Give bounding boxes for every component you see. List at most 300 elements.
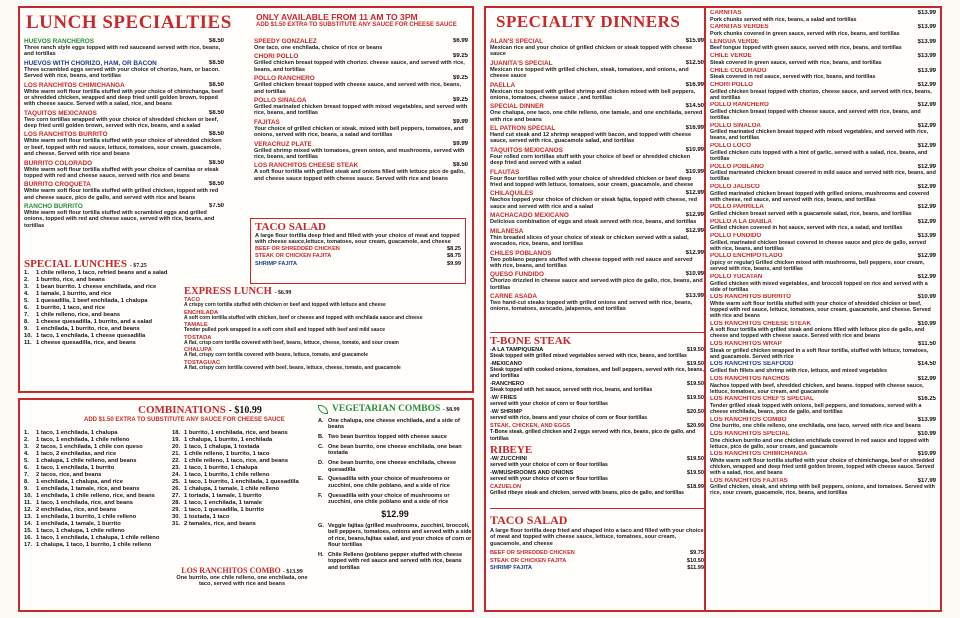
- item-price: $8.50: [208, 181, 224, 188]
- menu-item: [710, 361, 936, 374]
- menu-item: [710, 204, 936, 217]
- menu-item: [254, 53, 468, 73]
- list-number: 12.: [24, 507, 33, 513]
- ribeye-title: RIBEYE: [490, 443, 533, 456]
- menu-item: [710, 68, 936, 81]
- menu-item: [490, 228, 704, 248]
- item-name: MILANESA: [490, 227, 524, 235]
- item-price: $13.99: [917, 38, 936, 45]
- list-text: 1 enchilada, 1 tamale, 1 burrito: [36, 521, 121, 527]
- item-desc: Grilled marinated chicken breast topped with mixed vegetables, and served with rice, beans, and tortillas: [254, 104, 468, 117]
- lunch-taco-salad: [250, 218, 466, 284]
- steak-name: CAZUELON: [490, 483, 522, 490]
- steak-name: -RANCHERO: [490, 381, 525, 388]
- item-desc: Chorizo drizzled in cheese sauce and served with pico de gallo, rice, beans, and tortillas: [490, 278, 703, 291]
- lunch-column-2: [254, 38, 468, 184]
- item-name: POLLO FUNDIDO: [710, 233, 762, 240]
- steak-price: $20.50: [686, 409, 704, 416]
- steak-item: [490, 423, 704, 442]
- menu-item: [24, 110, 224, 130]
- list-item: [172, 472, 320, 479]
- vegetarian-title: [318, 404, 472, 414]
- list-item: [24, 493, 174, 500]
- list-item: [172, 458, 320, 465]
- item-price: $16.25: [917, 396, 936, 403]
- list-item: [24, 535, 174, 542]
- item-desc: Steak covered in red sauce, served with rice, beans, and tortillas: [710, 74, 876, 81]
- list-number: 21.: [172, 451, 181, 457]
- option-label: SHRIMP FAJITA: [490, 565, 533, 572]
- express-item: [184, 310, 470, 322]
- vegetarian-letter: B.: [318, 434, 324, 441]
- list-item: [172, 437, 320, 444]
- list-number: 25.: [172, 479, 181, 485]
- steak-item: [490, 361, 704, 380]
- menu-item: [710, 396, 936, 415]
- item-price: $8.50: [208, 59, 224, 66]
- item-price: $12.99: [685, 227, 704, 234]
- list-number: 22.: [172, 458, 181, 464]
- menu-item: [710, 478, 936, 497]
- express-lunch: [184, 286, 470, 373]
- steak-name: -W/ ZUCCHINI: [490, 455, 527, 462]
- item-price: $8.50: [208, 109, 224, 116]
- item-name: LOS RANCHITOS COMBO: [710, 416, 787, 423]
- item-name: CHILE VERDE: [710, 53, 752, 60]
- steak-desc: Steak topped with cooked onions, tomatoes, and bell peppers, served with rice, beans, and tortillas: [490, 367, 704, 380]
- list-number: 8.: [24, 319, 29, 325]
- list-number: 6.: [24, 305, 29, 311]
- list-text: 1 taco, 1 chalupa, 1 tostada: [184, 444, 260, 450]
- item-price: $16.99: [685, 81, 704, 88]
- item-name: POLLO PARRILLA: [710, 204, 764, 211]
- item-name: SPEEDY GONZALEZ: [254, 38, 317, 45]
- menu-item: [710, 219, 936, 232]
- list-item: [24, 333, 204, 340]
- item-name: TAQUITOS MEXICANOS: [490, 146, 563, 154]
- list-text: 1 chalupa, 1 chile relleno, and beans: [36, 458, 137, 464]
- vegetarian-text: Quesadilla with your choice of mushrooms or zucchini, one chile poblano, and a side of rice: [328, 476, 450, 489]
- lunch-specialties-panel: [18, 6, 474, 393]
- item-desc: Four flour tortillas rolled with your choice of shredded chicken or beef deep fried and topped with lettuce, tomatoes, sour cream, guacamole, and cheese: [490, 175, 694, 188]
- item-name: CHILE COLORADO: [710, 67, 767, 74]
- ranchitos-combo-title: [172, 566, 312, 575]
- list-text: 1 taco, 1 quesadilla, 1 burrito: [184, 507, 264, 513]
- item-name: LOS RANCHITOS CHIMICHANGA: [710, 451, 808, 458]
- vegetarian-price: - $8.99: [442, 407, 460, 413]
- list-text: 1 taco, 1 enchilada, 1 burrito: [36, 465, 115, 471]
- steak-item: [490, 395, 704, 407]
- combinations-title: [138, 404, 262, 416]
- item-price: $9.99: [452, 140, 468, 147]
- list-item: [24, 326, 204, 333]
- vegetarian-label: VEGETARIAN COMBOS: [332, 404, 441, 414]
- special-lunches-price: - $7.25: [129, 263, 147, 269]
- menu-item: [710, 82, 936, 101]
- menu-item: [24, 181, 224, 201]
- item-desc: One burrito, one chile relleno, one enchilada, one taco, served with rice and beans: [710, 423, 921, 430]
- item-desc: Grilled chicken breast topped with chorizo. cheese sauce, and served with rice, beans, and tortillas: [254, 60, 465, 73]
- list-text: 1 tamale, 1 burrito, and rice: [36, 291, 112, 297]
- ranchitos-combo-price: - $13.99: [282, 569, 303, 575]
- item-desc: White warm soft flour tortilla stuffed with your choice of chimichanga, beef or shredded chicken, wrapped and deep fried until golden brown, topped with cheese sauce. Served with a salad, rice, and beans: [710, 458, 935, 477]
- menu-item: [490, 212, 704, 225]
- lunch-extra-note: ADD $1.50 EXTRA TO SUBSTITUTE ANY SAUCE FOR CHEESE SAUCE: [256, 22, 457, 28]
- ranchitos-combo-desc: One burrito, one chile relleno, one enchilada, one taco, served with rice and beans: [176, 575, 308, 588]
- list-text: 1 burrito, rice, and beans: [36, 277, 105, 283]
- item-desc: Mexican rice and your choice of grilled chicken or steak topped with cheese sauce: [490, 45, 693, 58]
- item-price: $14.50: [917, 361, 936, 368]
- dinners-title: SPECIALTY DINNERS: [496, 12, 681, 31]
- menu-item: [490, 271, 704, 291]
- express-item: [184, 297, 470, 309]
- item-name: MACHACADO MEXICANO: [490, 212, 569, 220]
- menu-item: [490, 103, 704, 123]
- option-price: $8.75: [447, 253, 461, 260]
- list-item: [24, 458, 174, 465]
- item-desc: Two hand-cut steaks topped with grilled onions and served with rice, beans, onions, tomatoes, avocado, jalapenos, and tortillas: [490, 300, 693, 313]
- express-item-desc: A flat, crisp corn tortilla covered with beef, beans, lettuce, cheese, tomato, and sour cream: [184, 339, 399, 346]
- list-item: [24, 472, 174, 479]
- list-item: [24, 430, 174, 437]
- menu-item: [710, 102, 936, 121]
- item-name: ALAN'S SPECIAL: [490, 38, 544, 45]
- steak-item: [490, 409, 704, 421]
- vegetarian-item: [318, 418, 472, 431]
- express-item: [184, 335, 470, 347]
- item-price: $12.99: [685, 249, 704, 256]
- express-item-name: TACO: [184, 297, 200, 303]
- list-number: 28.: [172, 500, 181, 506]
- vegetarian-letter: G.: [318, 522, 324, 529]
- item-price: $13.99: [917, 233, 936, 240]
- item-desc: Grilled fish fillets and shrimp with rice, lettuce, and mixed vegetables: [710, 368, 888, 375]
- list-number: 20.: [172, 444, 181, 450]
- item-desc: Grilled chicken breast topped with cheese sauce, and served with rice, beans, and tortillas: [254, 82, 462, 95]
- menu-item: [254, 75, 468, 95]
- list-item: [24, 319, 204, 326]
- list-text: 1 taco, 1 burrito, 1 enchilada, 1 quesadilla: [184, 479, 299, 485]
- item-price: $9.25: [452, 53, 468, 60]
- item-name: CARNE ASADA: [490, 293, 537, 301]
- list-number: 6.: [24, 465, 29, 471]
- vegetarian-text: Two bean burritos topped with cheese sauce: [328, 434, 447, 441]
- express-lunch-list: [184, 297, 470, 372]
- item-price: $12.99: [685, 212, 704, 219]
- list-item: [24, 542, 174, 549]
- item-price: $12.99: [917, 163, 936, 170]
- combinations-price: - $10.99: [228, 405, 262, 416]
- express-item-name: ENCHILADA: [184, 309, 219, 316]
- item-name: HUEVOS WITH CHORIZO, HAM, OR BACON: [24, 59, 157, 67]
- steak-desc: T-Bone steak, grilled chicken and 2 eggs served with rice, beans, pico de gallo, and tortillas: [490, 429, 696, 442]
- item-desc: White warm soft flour tortilla stuffed with your choice of chimichanga, beef or shredded chicken, wrapped and deep fried until golden brown, topped with cheese sauce. Served with a salad, rice, and beans: [24, 88, 223, 108]
- item-price: $9.25: [452, 75, 468, 82]
- item-name: RANCHO BURRITO: [24, 203, 83, 211]
- list-number: 5.: [24, 298, 29, 304]
- special-lunches-title: [24, 258, 204, 270]
- menu-item: [710, 39, 936, 52]
- vegetarian-combos: [318, 404, 472, 574]
- item-price: $14.50: [685, 103, 704, 110]
- item-name: LOS RANCHITOS BURRITO: [24, 131, 108, 139]
- item-desc: One chalupa, one taco, one chile relleno, one tamale, and one enchilada, served with rice and beans: [490, 110, 703, 123]
- list-item: [24, 500, 174, 507]
- item-desc: Mexican rice topped with grilled shrimp and chicken mixed with bell peppers, onions, tomatoes, cheese sauce , and tortillas: [490, 88, 696, 101]
- list-text: 1 taco, 1 enchilada, 1 tamale: [184, 500, 262, 506]
- item-name: HUEVOS RANCHEROS: [24, 38, 94, 45]
- list-text: 2 tamales, rice, and beans: [184, 521, 256, 527]
- menu-item: [710, 376, 936, 395]
- dinner-taco-salad: [490, 508, 704, 608]
- list-item: [24, 479, 174, 486]
- list-item: [172, 479, 320, 486]
- item-price: $12.99: [685, 190, 704, 197]
- menu-item: [710, 431, 936, 450]
- list-number: 2.: [24, 437, 29, 443]
- option-label: BEEF OR SHREDDED CHICKEN: [490, 549, 575, 556]
- menu-item: [24, 203, 224, 229]
- menu-item: [254, 162, 468, 182]
- item-name: JUANITA'S SPECIAL: [490, 59, 553, 67]
- item-name: CHORI POLLO: [710, 81, 753, 88]
- item-price: $7.50: [208, 203, 224, 210]
- dinner-taco-salad-desc: A large flour tortilla deep fried and shaped into a taco and filled with your choice of meat and topped with cheese sauce, lettuce, tomatoes, sour cream, guacamole, and cheese: [490, 528, 704, 547]
- list-number: 17.: [24, 542, 33, 548]
- item-name: LOS RANCHITOS CHIMICHANGA: [24, 81, 125, 89]
- taco-salad-option: [255, 253, 461, 259]
- vegetarian-item: [318, 476, 472, 489]
- item-name: PAELLA: [490, 81, 516, 89]
- item-name: FLAUTAS: [490, 168, 520, 176]
- menu-item: [254, 141, 468, 161]
- list-text: 1 taco, 1 burrito, 1 chile relleno: [184, 472, 270, 478]
- option-price: $11.99: [687, 565, 704, 572]
- item-desc: Four rolled corn tortillas stuff with your choice of beef or shredded chicken deep fried and served with a salad: [490, 153, 691, 167]
- item-price: $12.99: [917, 253, 936, 260]
- list-text: 1 taco, 1 enchilada, 1 chile relleno: [36, 437, 130, 443]
- menu-item: [710, 451, 936, 476]
- item-name: POLLO JALISCO: [710, 183, 760, 190]
- steak-price: $19.50: [686, 395, 704, 402]
- item-price: $12.99: [917, 122, 936, 129]
- list-item: [24, 465, 174, 472]
- item-price: $10.99: [685, 168, 704, 175]
- express-lunch-price: - $6.99: [274, 290, 292, 296]
- list-text: 1 enchilada, 1 tamale, rice, and beans: [36, 486, 140, 492]
- item-name: POLLO RANCHERO: [710, 102, 769, 109]
- list-number: 1.: [24, 430, 29, 436]
- list-number: 9.: [24, 326, 29, 332]
- steak-desc: served with your choice of corn or flour tortillas: [490, 462, 608, 469]
- item-name: TAQUITOS MEXICANOS: [24, 109, 97, 117]
- item-desc: Nachos topped with beef, shredded chicken, and beans. topped with cheese sauce, lettuce, tomatoes, sour cream, and guacamole: [710, 382, 924, 395]
- list-text: 1 taco, 2 enchiladas, and rice: [36, 451, 117, 457]
- list-text: 1 taco, 1 enchilada, 1 cheese quesadilla: [36, 333, 146, 339]
- ribeye: [490, 444, 704, 496]
- steak-desc: Steak topped with grilled mixed vegetables served with rice, beans, and tortillas: [490, 353, 687, 360]
- specialty-dinners-panel: [484, 6, 706, 612]
- item-price: $12.99: [917, 273, 936, 280]
- item-desc: Grilled, marinated chicken breast covered in cheese sauce and pico de gallo, served with rice, beans, and tortillas: [710, 239, 927, 252]
- list-text: 1 chile relleno, 1 taco, refried beans and a salad: [36, 270, 168, 276]
- menu-item: [24, 38, 224, 58]
- item-price: $8.50: [208, 159, 224, 166]
- taco-salad-option: [490, 558, 704, 564]
- menu-item: [490, 250, 704, 270]
- item-name: LOS RANCHITOS SPECIAL: [710, 430, 790, 437]
- item-price: $12.99: [917, 204, 936, 211]
- list-text: 1 enchilada, 1 chalupa, and rice: [36, 479, 123, 485]
- tbone-title: T-BONE STEAK: [490, 335, 572, 347]
- express-item: [184, 322, 470, 334]
- vegetarian-letter: D.: [318, 460, 324, 467]
- vegetarian-item: [318, 434, 472, 440]
- menu-item: [490, 147, 704, 167]
- menu-item: [710, 233, 936, 252]
- item-desc: Grilled shrimp mixed with tomatoes, green onion, and mushrooms, served with rice, beans, and tortillas: [254, 147, 465, 160]
- list-number: 3.: [24, 284, 29, 290]
- list-number: 14.: [24, 521, 33, 527]
- vegetarian-item: [318, 523, 472, 549]
- taco-salad-option: [490, 550, 704, 556]
- list-number: 30.: [172, 514, 181, 520]
- list-number: 24.: [172, 472, 181, 478]
- list-number: 16.: [24, 535, 33, 541]
- item-desc: Grilled chicken breast served with a guacamole salad, rice, beans, and tortillas: [710, 211, 912, 217]
- menu-item: [254, 119, 468, 139]
- item-desc: Thin breaded slices of your choice of steak or chicken served with a salad, avocados, rice, beans, and tortillas: [490, 234, 689, 248]
- vegetarian-item: [318, 444, 472, 457]
- item-desc: White warm soft flour tortilla stuffed with your choice of shredded chicken or beef, topped with red sauce, lettuce, tomatoes, sour cream, guacamole, and cheese. Served with rice and beans: [710, 300, 931, 319]
- item-desc: Grilled chicken covered in hot sauce, served with rice, a salad, and tortillas: [710, 225, 903, 232]
- steak-price: $19.50: [686, 347, 704, 353]
- list-text: 1 chile relleno, 1 burrito, 1 taco: [184, 451, 270, 457]
- item-price: $12.99: [917, 375, 936, 382]
- option-price: $8.25: [447, 245, 461, 252]
- menu-item: [490, 293, 704, 313]
- item-name: BURRITO CROQUETA: [24, 181, 91, 189]
- item-desc: Grilled chicken breast topped with cheese sauce, and served with rice, beans, and tortillas: [710, 109, 921, 122]
- list-text: 1 bean burrito. 1 cheese enchilada, and rice: [36, 284, 157, 290]
- steak-name: -W/MUSHROOMS AND ONIONS: [490, 469, 574, 476]
- list-text: 1 cheese quesadilla, rice, and beans: [36, 340, 136, 346]
- menu-item: [710, 274, 936, 293]
- item-name: LOS RANCHITOS CHEF'S SPECIAL: [710, 396, 814, 403]
- list-number: 26.: [172, 486, 181, 492]
- list-item: [172, 451, 320, 458]
- list-text: 1 chalupa, 1 tamale, 1 chile relleno: [184, 486, 280, 492]
- item-price: $10.99: [685, 271, 704, 278]
- tbone-list: [490, 347, 704, 442]
- list-text: 1 chalupa, 1 burrito, 1 enchilada: [184, 437, 273, 443]
- item-price: $9.99: [452, 118, 468, 125]
- steak-name: -W/ FRIES: [490, 395, 517, 402]
- item-price: $8.50: [208, 81, 224, 88]
- item-desc: Beef tongue topped with green sauce, served with rice, beans, and tortillas: [710, 45, 902, 52]
- steak-desc: served with rice, beans and your choice of corn or flour tortillas: [490, 415, 648, 422]
- item-desc: Steak covered in green sauce, served with rice, beans, and tortillas: [710, 59, 882, 66]
- steak-item: [490, 456, 704, 468]
- menu-item: [710, 143, 936, 162]
- steak-name: -A LA TAMPIQUENA: [490, 347, 544, 353]
- item-name: POLLO SINALOA: [710, 122, 761, 129]
- tbone-steak: [490, 332, 704, 498]
- vegetarian-item: [318, 460, 472, 473]
- menu-item: [710, 417, 936, 430]
- item-desc: Pork chunks served with rice, beans, a salad and tortillas: [710, 16, 857, 23]
- list-text: 1 chile relleno, rice, and beans: [36, 312, 121, 318]
- vegetarian-text: Quesadilla with your choice of mushrooms or zucchini, one chile poblano and a side of rice: [328, 492, 450, 506]
- item-price: $13.99: [917, 10, 936, 16]
- list-item: [172, 514, 320, 521]
- item-desc: Grilled chicken, steak, and shrimp with bell peppers, onions, and tomatoes. Served with rice, sour cream, guacamole, rice, beans, and tortillas: [710, 484, 935, 497]
- dinner-taco-salad-options: [490, 550, 704, 572]
- steak-desc: Grilled ribeye steak and chicken, served with beans, pico de gallo, and tortillas: [490, 490, 685, 497]
- item-price: $17.99: [917, 477, 936, 484]
- combinations-panel: [18, 398, 474, 612]
- option-label: SHRIMP FAJITA: [255, 261, 298, 268]
- item-name: LOS RANCHITOS FAJITAS: [710, 477, 788, 484]
- express-item-desc: A soft corn tortilla stuffed with chicken, beef or cheese and topped with enchilada sauce and cheese: [184, 314, 423, 321]
- vegetarian-letter: C.: [318, 444, 324, 450]
- vegetarian-item: [318, 552, 472, 571]
- steak-price: $19.50: [686, 469, 704, 476]
- list-number: 7.: [24, 312, 29, 318]
- item-desc: Two corn tortillas wrapped with your choice of shredded chicken or beef, deep fried until golden brown, served with rice, beans, and a salad: [24, 116, 219, 129]
- item-name: LOS RANCHITOS SEAFOOD: [710, 361, 794, 368]
- list-number: 7.: [24, 472, 29, 478]
- item-name: POLLO ENCHIPOTLADO: [710, 253, 783, 260]
- menu-item: [710, 294, 936, 319]
- item-price: $13.99: [917, 24, 936, 31]
- item-price: $10.99: [917, 451, 936, 458]
- express-item-desc: Tender pulled pork wrapped in a soft corn shell and topped with beef and mild sauce: [184, 327, 386, 334]
- item-price: $11.50: [917, 341, 936, 348]
- steak-name: -MEXICANO: [490, 361, 523, 367]
- steak-item: [490, 381, 704, 393]
- menu-item: [710, 24, 936, 37]
- option-price: $10.50: [686, 557, 704, 564]
- item-name: LOS RANCHITOS CHEESE STEAK: [254, 162, 359, 170]
- item-price: $12.99: [917, 81, 936, 88]
- list-number: 4.: [24, 291, 29, 297]
- vegetarian-letter: F.: [318, 492, 323, 499]
- list-text: 1 enchilada, 1 burrito, 1 chile relleno: [36, 514, 137, 520]
- item-price: $12.99: [917, 183, 936, 190]
- list-text: 1 taco, 1 burrito, 1 chalupa: [184, 465, 258, 471]
- menu-item: [710, 253, 936, 272]
- list-item: [24, 521, 174, 528]
- list-number: 8.: [24, 479, 29, 485]
- list-text: 1 cheese quesadilla, 1 burrito, and a salad: [36, 319, 152, 325]
- lunch-column-1: [24, 38, 224, 231]
- item-desc: Tender grilled steak topped with onions, bell peppers, and tomatoes, served with a cheese enchilada, beans, pico de gallo, and tortillas: [710, 402, 922, 415]
- list-number: 3.: [24, 444, 29, 450]
- item-name: VERACRUZ PLATE: [254, 140, 312, 148]
- express-item-desc: A flat, crispy corn tortilla covered with beef, beans, lettuce, cheese, tomato, and guacamole: [184, 364, 401, 371]
- item-desc: White warm soft flour tortilla stuffed with grilled chicken, topped with red and cheese sauce, pico de gallo, and served with rice and beans: [24, 188, 219, 201]
- item-price: $12.50: [685, 59, 704, 66]
- list-item: [24, 486, 174, 493]
- item-name: QUESO FUNDIDO: [490, 271, 544, 279]
- item-price: $10.99: [685, 146, 704, 153]
- list-number: 1.: [24, 270, 29, 276]
- option-label: BEEF OR SHREDDED CHICKEN: [255, 245, 340, 252]
- menu-item: [490, 125, 704, 145]
- item-desc: White warm soft flour tortilla stuffed with your choice of shredded chicken or beef, topped with red sauce, lettuce, tomatoes, sour cream, guacamole, and cheese. Served with rice and beans: [24, 138, 222, 158]
- menu-item: [710, 10, 936, 23]
